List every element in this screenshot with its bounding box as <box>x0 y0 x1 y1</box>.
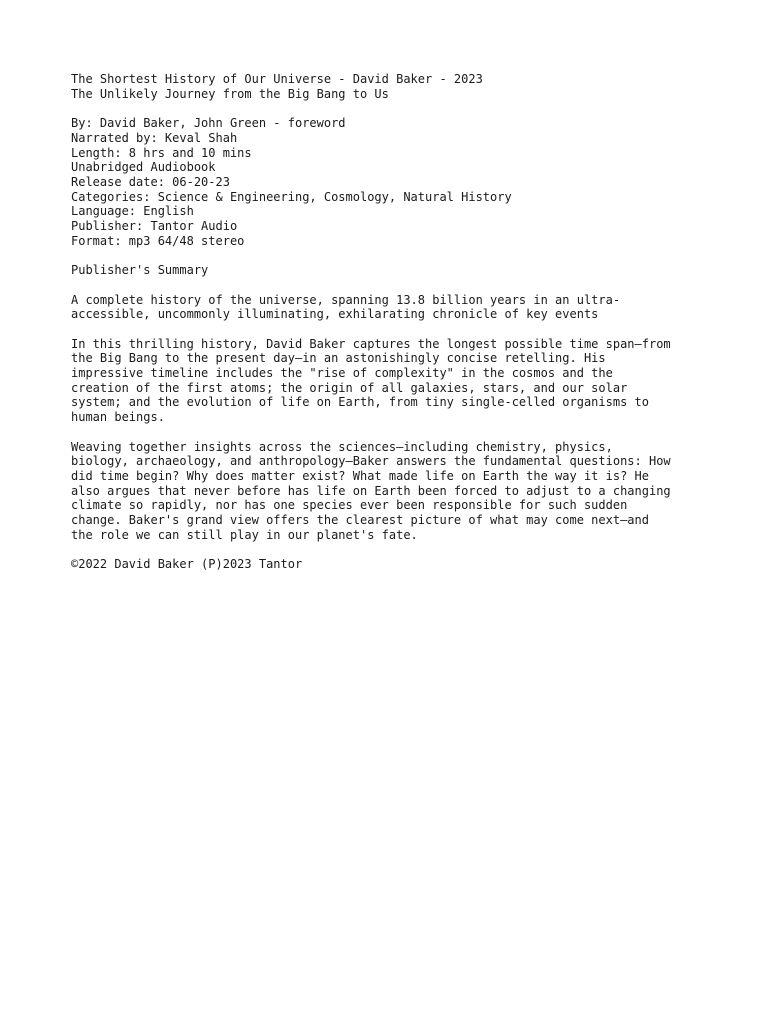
metadata-block <box>71 116 711 248</box>
paragraph-line: did time begin? Why does matter exist? What made life on Earth the way it is? He <box>71 468 649 483</box>
title-block <box>71 72 711 101</box>
paragraph-line: In this thrilling history, David Baker captures the longest possible time span—from <box>71 336 671 351</box>
language-line: Language: English <box>71 204 194 219</box>
summary-heading: Publisher's Summary <box>71 263 209 278</box>
paragraph-line: biology, archaeology, and anthropology—Baker answers the fundamental questions: How <box>71 454 671 469</box>
book-title-line: The Shortest History of Our Universe - David Baker - 2023 <box>71 72 483 86</box>
paragraph-line: Weaving together insights across the sciences—including chemistry, physics, <box>71 439 613 454</box>
book-subtitle-line: The Unlikely Journey from the Big Bang to Us <box>71 86 389 101</box>
summary-paragraph-2 <box>71 337 711 425</box>
paragraph-line: the role we can still play in our planet's fate. <box>71 527 418 542</box>
format-line: Format: mp3 64/48 stereo <box>71 233 245 248</box>
publisher-line: Publisher: Tantor Audio <box>71 219 238 234</box>
paragraph-line: climate so rapidly, nor has one species ever been responsible for such sudden <box>71 498 628 513</box>
summary-heading-block <box>71 263 711 278</box>
paragraph-line: impressive timeline includes the "rise of complexity" in the cosmos and the <box>71 366 613 380</box>
copyright-block <box>71 557 711 572</box>
summary-paragraph-3 <box>71 440 711 543</box>
document-page <box>71 72 711 587</box>
paragraph-line: the Big Bang to the present day—in an astonishingly concise retelling. His <box>71 351 606 366</box>
author-line: By: David Baker, John Green - foreword <box>71 116 346 131</box>
length-line: Length: 8 hrs and 10 mins <box>71 145 252 160</box>
paragraph-line: system; and the evolution of life on Earth, from tiny single-celled organisms to <box>71 395 649 410</box>
paragraph-line: accessible, uncommonly illuminating, exhilarating chronicle of key events <box>71 307 599 322</box>
release-date-line: Release date: 06-20-23 <box>71 174 230 189</box>
narrator-line: Narrated by: Keval Shah <box>71 130 238 145</box>
copyright-line: ©2022 David Baker (P)2023 Tantor <box>71 557 303 572</box>
paragraph-line: also argues that never before has life on Earth been forced to adjust to a changing <box>71 483 671 498</box>
categories-line: Categories: Science & Engineering, Cosmology, Natural History <box>71 189 512 204</box>
edition-line: Unabridged Audiobook <box>71 160 216 175</box>
paragraph-line: change. Baker's grand view offers the clearest picture of what may come next—and <box>71 513 649 528</box>
paragraph-line: A complete history of the universe, spanning 13.8 billion years in an ultra- <box>71 292 621 307</box>
paragraph-line: creation of the first atoms; the origin of all galaxies, stars, and our solar <box>71 380 628 395</box>
summary-paragraph-1 <box>71 293 711 322</box>
paragraph-line: human beings. <box>71 410 165 425</box>
